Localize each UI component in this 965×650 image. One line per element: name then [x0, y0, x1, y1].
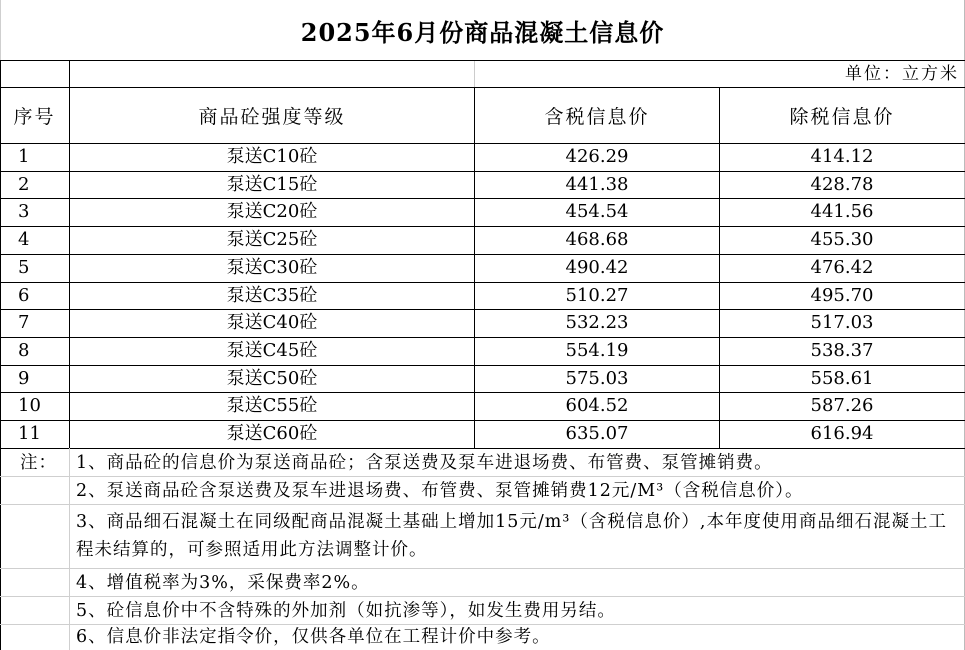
- table-cell-grade: 泵送C45砼: [226, 339, 318, 361]
- header-grade: 商品砼强度等级: [198, 105, 346, 128]
- table-cell-grade: 泵送C15砼: [226, 173, 318, 195]
- note-item-6: 6、信息价非法定指令价，仅供各单位在工程计价中参考。: [76, 627, 551, 647]
- table-cell-tax-incl: 575.03: [565, 367, 629, 389]
- table-cell-tax-incl: 635.07: [565, 423, 629, 444]
- table-cell-no: 2: [18, 173, 30, 195]
- unit-label: 单位：立方米: [845, 64, 959, 84]
- table-cell-no: 8: [18, 339, 30, 361]
- table-cell-grade: 泵送C35砼: [226, 284, 318, 306]
- table-cell-tax-excl: 414.12: [810, 146, 874, 167]
- page-title: 2025年6月份商品混凝土信息价: [300, 17, 665, 47]
- table-cell-no: 11: [18, 423, 41, 444]
- table-cell-grade: 泵送C50砼: [226, 367, 318, 389]
- table-cell-tax-incl: 532.23: [565, 312, 629, 334]
- table-cell-grade: 泵送C10砼: [226, 146, 318, 167]
- table-cell-no: 5: [18, 256, 30, 278]
- notes-label: 注：: [20, 453, 57, 473]
- note-item-1: 1、商品砼的信息价为泵送商品砼；含泵送费及泵车进退场费、布管费、泵管摊销费。: [76, 453, 773, 473]
- table-cell-grade: 泵送C20砼: [226, 201, 318, 223]
- table-cell-no: 1: [18, 146, 30, 167]
- table-cell-tax-excl: 455.30: [810, 229, 874, 251]
- table-cell-tax-incl: 604.52: [565, 395, 629, 417]
- header-index: 序号: [13, 105, 56, 128]
- table-cell-tax-incl: 454.54: [565, 201, 629, 223]
- table-cell-grade: 泵送C30砼: [226, 256, 318, 278]
- header-tax-excl: 除税信息价: [789, 105, 895, 128]
- table-cell-tax-incl: 441.38: [565, 173, 629, 195]
- table-cell-tax-excl: 616.94: [810, 423, 874, 444]
- table-cell-tax-excl: 538.37: [810, 339, 874, 361]
- note-item-4: 4、增值税率为3%，采保费率2%。: [76, 573, 370, 593]
- table-cell-no: 9: [18, 367, 30, 389]
- table-cell-grade: 泵送C55砼: [226, 395, 318, 417]
- table-cell-tax-incl: 510.27: [565, 284, 629, 306]
- note-item-3: 3、商品细石混凝土在同级配商品混凝土基础上增加15元/m³（含税信息价）,本年度使用商品细石混凝土工程未结算的，可参照适用此方法调整计价。: [76, 512, 947, 560]
- table-cell-no: 3: [18, 201, 30, 223]
- table-cell-tax-excl: 517.03: [810, 312, 874, 334]
- note-item-2: 2、泵送商品砼含泵送费及泵车进退场费、布管费、泵管摊销费12元/M³（含税信息价）。: [76, 481, 804, 501]
- table-cell-tax-incl: 426.29: [565, 146, 629, 167]
- table-cell-grade: 泵送C25砼: [226, 229, 318, 251]
- table-cell-no: 10: [18, 395, 41, 417]
- table-cell-tax-excl: 558.61: [810, 367, 874, 389]
- table-cell-no: 7: [18, 312, 30, 334]
- note-item-5: 5、砼信息价中不含特殊的外加剂（如抗渗等），如发生费用另结。: [76, 601, 616, 621]
- table-cell-tax-excl: 441.56: [810, 201, 874, 223]
- table-cell-grade: 泵送C60砼: [226, 423, 318, 444]
- table-cell-tax-excl: 587.26: [810, 395, 874, 417]
- table-cell-tax-incl: 468.68: [565, 229, 629, 251]
- table-cell-tax-excl: 495.70: [810, 284, 874, 306]
- table-cell-grade: 泵送C40砼: [226, 312, 318, 334]
- table-cell-tax-excl: 428.78: [810, 173, 874, 195]
- header-tax-incl: 含税信息价: [544, 105, 650, 128]
- table-cell-tax-excl: 476.42: [810, 256, 874, 278]
- table-cell-no: 6: [18, 284, 30, 306]
- table-cell-tax-incl: 554.19: [565, 339, 629, 361]
- table-cell-no: 4: [18, 229, 30, 251]
- table-cell-tax-incl: 490.42: [565, 256, 629, 278]
